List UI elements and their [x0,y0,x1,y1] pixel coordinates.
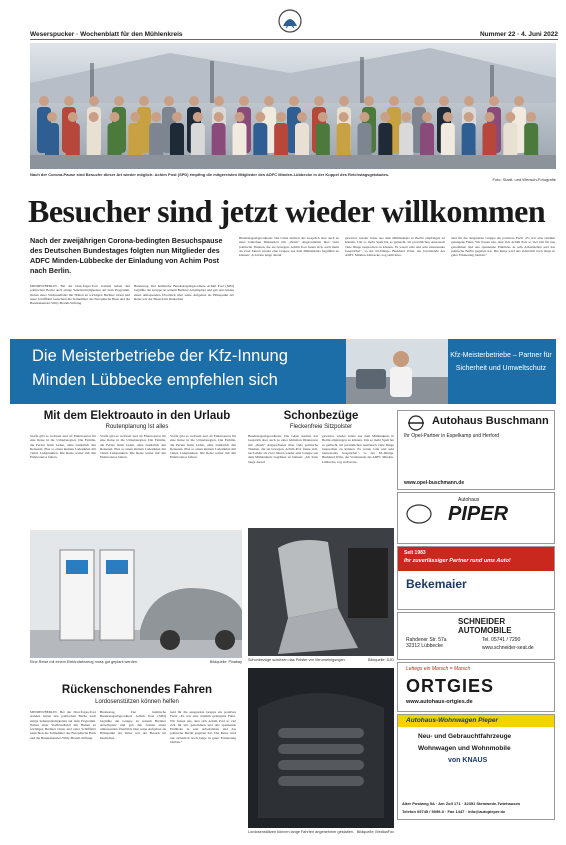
ad-buschmann-web[interactable]: www.opel-buschmann.de [404,480,465,486]
photo-person-head [464,112,474,122]
photo-person-head [114,96,124,106]
photo-person-head [318,112,328,122]
seat-cover-photo [248,528,394,656]
header-publication: Weserspucker · Wochenblatt für den Mühlenkreis [30,31,183,38]
article-col-3: Bundestagsabgeordneter. Die Gäste nutzten das Gespräch aber auch zu einer lebhaften Diskussion mit „ihrem“ Abgeordneten über viele politische Themen, die sie bewegen. Achim Post freute sich, nach mehr als zwei Jahren wieder eine Gruppe aus dem Mühlenkreis begrüßen zu können: „Ich habe lange darauf [239,236,339,258]
charging-station-photo [30,530,242,658]
article-col-4: gewartet, wieder Gäste aus dem Mühlenkreis in Berlin empfangen zu können. Um so mehr Spaß hat es gemacht, im persönlichen Austausch viele Dinge besprechen zu können. Es waren tolle und sehr interessante Gespräche!“, so der 63-Jährige. Burkhard Witte, der Vorsitzende des ADFC Minden-Lübbecke, zog stellvertre- [345,236,445,258]
photo-person-head [89,96,99,106]
ruecken-col-3: tend für die ausgereiste Gruppe ein positives Fazit: „Es war eine rundum gelungene Fahrt. Wir freuen uns, dass sich Achim Post so viel Zeit für uns genommen und uns spannende Einblicke in sein Arbeitsleben und das politische Berlin gegeben hat. Die Reise wird uns sicherlich noch lange in guter Erinnerung bleiben.“ [170,710,236,745]
header-issue: Nummer 22 · 4. Juni 2022 [479,31,558,38]
photo-person-head [289,96,299,106]
ad-pieper-phone: Telefon 05745 / 5099-0 · Fax 1447 · info@autopieper.de [402,809,506,814]
ad-schneider-addr: Rahdener Str. 57a 32312 Lübbecke [406,637,447,649]
photo-person-head [422,112,432,122]
page-header [8,6,558,40]
ad-pieper-title: Autohaus-Wohnwagen Pieper [406,717,498,724]
photo-person-head [239,96,249,106]
photo-person-head [364,96,374,106]
photo-person-head [264,96,274,106]
photo-person-head [401,112,411,122]
section-elektroauto-title: Mit dem Elektroauto in den Urlaub [43,410,231,422]
ad-piper[interactable] [397,492,555,544]
ad-schneider-web[interactable]: www.schneider-seat.de [482,645,534,651]
mechanic-photo [346,339,448,404]
lordosis-photo-caption: Lordosenstützen können lange Fahrten angenehmer gestalten. [248,830,354,834]
ad-ortgies-tagline: Lettegs ein Marsch = Marsch [406,666,471,672]
photo-person-head [339,96,349,106]
ad-pieper-line-1: Neu- und Gebrauchtfahrzeuge [418,733,512,740]
photo-person-head [164,96,174,106]
photo-person-head [151,112,161,122]
section-elektroauto-subtitle: Routenplanung Ist alles [105,424,169,430]
section-ruecken-title: Rückenschonendes Fahren [61,684,213,696]
charging-photo-caption: Eine Reise mit einem Elektrofahrzeug muss gut geplant werden. [30,660,139,664]
photo-person-head [389,96,399,106]
photo-person-head [514,96,524,106]
article-lead: Nach der zweijährigen Corona-bedingten Besuchspause des Deutschen Bundestages folgten nun Mitglieder des ADFC Minden-Lübbecke der Einladung von Achim Post nach Berlin. [30,236,223,275]
seat-photo-credit: Bildquelle: DJD [368,658,394,662]
photo-person-head [464,96,474,106]
photo-credit: Foto: Stadt- und Wensch-Fotografie [492,177,556,182]
ad-buschmann-name: Autohaus Buschmann [432,415,549,427]
ad-piper-sub: Autohaus [458,497,480,503]
photo-person-head [64,96,74,106]
photo-person-head [505,112,515,122]
article-col-1: MINDEN/BERLIN. Bei der Drei-Tages-Tour standen neben den politischen Berlin auch einige Sehenswürdigkeiten auf dem Programm. Neben einer Stadtrundfahrt mit Halten an wichtigen Berliner Orten und einer Schifffahrt besuchten die Teilnehmer das Europäische Haus und die Bundeskanzler-Willy-Brandt-Stiftung. [30,284,130,306]
photo-caption-text: Nach der Corona-Pause sind Besuche dieser Art wieder möglich: Achim Post (SPD) empfing die mitgereisten Mitglieder des ADFC Minden-Lübbecke in der Kuppel des Reichstagsgebäudes. [30,172,390,177]
header-divider [30,39,558,40]
photo-person-head [130,112,140,122]
photo-person-head [235,112,245,122]
photo-caption [30,172,556,182]
elektroauto-col-1: Stoffe gibt es weltweit und oft Elektroautos für eine Reise in die Urlaubsregion. Die Familie, die Ferien beim Laden, ohne zusätzlich den Reisezeit. Plus so einen kleinen Ladesäulen mit vielen Ladepunkten. Die Reise weiter mit den Elektroautos fahren. [30,434,96,460]
photo-person-head [339,112,349,122]
ad-pieper-line-2: Wohnwagen und Wohnmobile [418,745,511,752]
photo-person-head [439,96,449,106]
schonbezuege-col-1: Bundestagsabgeordneter. Die Gäste nutzten das Gespräch aber auch zu einer lebhaften Diskussion mit „ihrem“ Abgeordneten über viele politische Themen, die sie bewegen. Achim Post freute sich, nach mehr als zwei Jahren wieder eine Gruppe aus dem Mühlenkreis begrüßen zu können: „Ich habe lange darauf [248,434,318,464]
photo-person-head [110,112,120,122]
ad-pieper[interactable] [397,714,555,820]
photo-person-head [380,112,390,122]
section-schonbezuege-subtitle: Fleckenfreie Sitzpolster [289,424,353,430]
banner-subline: Kfz-Meisterbetriebe – Partner für Sicherheit und Umweltschutz [450,352,552,372]
seat-photo-caption: Schonbezüge schützen das Polster vor Verunreinigungen. [248,658,346,662]
ad-ortgies-name: ORTGIES [406,676,495,696]
ad-ortgies[interactable] [397,662,555,712]
photo-person-head [255,112,265,122]
ad-ortgies-web[interactable]: www.autohaus-ortgies.de [406,699,473,705]
ad-bekemaier-name: Bekemaier [406,577,467,591]
photo-person-head [193,112,203,122]
photo-person-head [68,112,78,122]
section-schonbezuege-title: Schonbezüge [283,410,359,422]
elektroauto-col-2: Stoffe gibt es weltweit und oft Elektroautos für eine Reise in die Urlaubsregion. Die Familie, die Ferien beim Laden, ohne zusätzlich den Reisezeit. Plus so einen kleinen Ladesäulen mit vielen Ladepunkten. Die Reise weiter mit den Elektroautos fahren. [100,434,166,460]
photo-person-head [172,112,182,122]
photo-person-head [297,112,307,122]
photo-person-head [89,112,99,122]
ad-pieper-line-3: von KNAUS [448,757,488,764]
wesermuehle-logo-icon [278,8,302,38]
photo-person-head [489,96,499,106]
article-col-5: tend für die ausgereiste Gruppe ein positives Fazit: „Es war eine rundum gelungene Fahrt. Wir freuen uns, dass sich Achim Post so viel Zeit für uns genommen und uns spannende Einblicke in sein Arbeitsleben und das politische Berlin gegeben hat. Die Reise wird uns sicherlich noch lange in guter Erinnerung bleiben.“ [451,236,555,258]
photo-person-head [443,112,453,122]
ad-schneider-phone: Tel. 05741 / 7290 [482,637,521,643]
ad-bekemaier-sub: Ihr zuverlässiger Partner rund ums Auto! [404,558,511,564]
ad-schneider-name: SCHNEIDER AUTOMOBILE [458,617,512,635]
photo-person-head [214,112,224,122]
photo-person-head [360,112,370,122]
ad-buschmann-sub: Ihr Opel-Partner in Espelkamp und Herford [404,433,500,439]
kfz-innung-banner [10,339,556,404]
photo-person-head [414,96,424,106]
article-headline: Besucher sind jetzt wieder willkommen [28,193,546,229]
lordosis-support-photo [248,668,394,828]
section-ruecken-subtitle: Lordosenstützen können helfen [95,699,179,705]
ad-bekemaier-since: Seit 1983 [404,550,426,556]
photo-person-head [139,96,149,106]
ad-bekemaier[interactable] [397,546,555,610]
ad-schneider[interactable] [397,612,555,660]
banner-line-2: Minden Lübbecke empfehlen sich [32,371,278,389]
photo-person-head [189,96,199,106]
charging-photo-credit: Bildquelle: Pixabay [209,660,242,664]
elektroauto-col-3: Stoffe gibt es weltweit und oft Elektroautos für eine Reise in die Urlaubsregion. Die Familie, die Ferien beim Laden, ohne zusätzlich den Reisezeit. Plus so einen kleinen Ladesäulen mit vielen Ladepunkten. Die Reise weiter mit den Elektroautos fahren. [170,434,236,460]
photo-person-head [526,112,536,122]
ruecken-col-1: MINDEN/BERLIN. Bei der Drei-Tages-Tour standen neben den politischen Berlin auch einige Sehenswürdigkeiten auf dem Programm. Neben einer Stadtrundfahrt mit Halten an wichtigen Berliner Orten und einer Schifffahrt besuchten die Teilnehmer das Europäische Haus und die Bundeskanzler-Willy-Brandt-Stiftung. [30,710,96,740]
group-photo [30,43,556,169]
ruecken-col-2: Bundestag. Der heimische Bundestagsabgeordnete Achim Post (SPD) begrüßte die Gruppe an seinem Berliner Arbeitsplatz und gab den Gästen einen umfassenden Überblick über seine Aufgaben als Höhepunkt der Reise war der Besuch im Deutschen [100,710,166,740]
opel-logo-icon [404,415,428,431]
photo-person-head [39,96,49,106]
photo-person-head [485,112,495,122]
banner-line-1: Die Meisterbetriebe der Kfz-Innung [32,347,288,365]
photo-person-head [214,96,224,106]
ad-buschmann[interactable] [397,410,555,490]
mazda-logo-icon [404,499,434,529]
lordosis-photo-credit: Bildquelle: MedicaFox [356,830,394,834]
photo-person-head [314,96,324,106]
ad-pieper-addr: Alter Postweg 5A · Am Zoll 171 · 32351 Stemwede-Twiehausen [402,801,521,806]
photo-person-head [276,112,286,122]
article-col-2: Bundestag. Der heimische Bundestagsabgeordnete Achim Post (SPD) begrüßte die Gruppe an seinem Berliner Arbeitsplatz und gab den Gästen einen umfassenden Überblick über seine Aufgaben als Höhepunkt der Reise war der Besuch im Deutschen [134,284,234,301]
photo-person-head [47,112,57,122]
schonbezuege-col-2: gewartet, wieder Gäste aus dem Mühlenkreis in Berlin empfangen zu können. Um so mehr Spaß hat es gemacht, im persönlichen Austausch viele Dinge besprechen zu können. Es waren tolle und sehr interessante Gespräche!“, so der 63-Jährige. Burkhard Witte, der Vorsitzende des ADFC Minden-Lübbecke, zog stellvertre- [322,434,394,464]
ad-piper-name: PIPER [448,503,509,525]
